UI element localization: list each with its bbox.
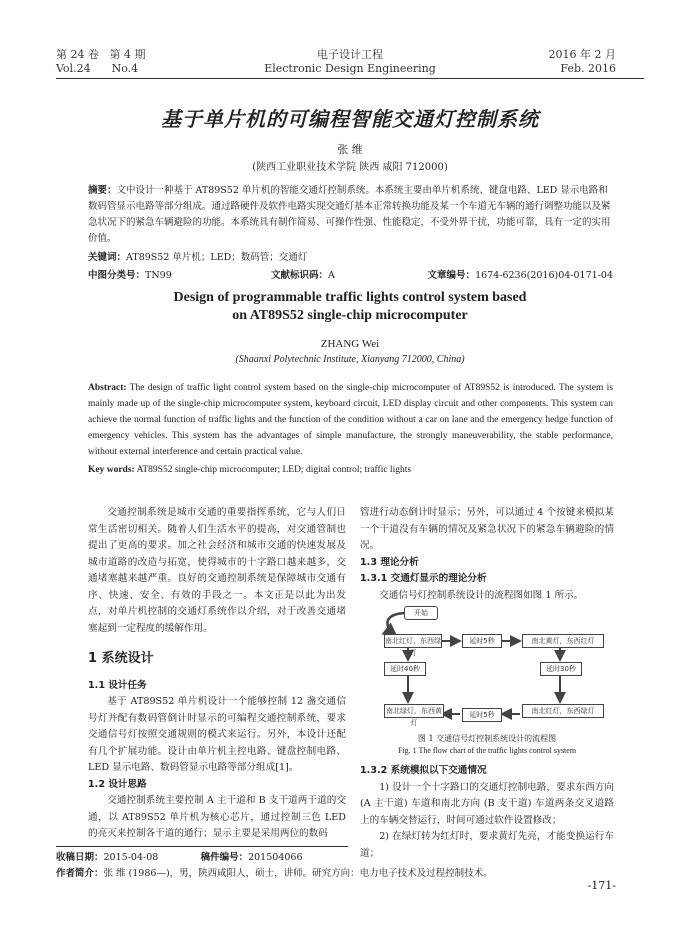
keywords-en-text: AT89S52 single-chip microcomputer; LED; digital control; traffic lights [136, 465, 412, 475]
manuscript-value: 201504066 [248, 852, 303, 863]
section-1-1-paragraph: 基于 AT89S52 单片机设计一个能够控制 12 盏交通信号灯并配有数码管倒计时显示的可编程交通控制系统，要求交通信号灯按照交通规则的模式来运行。另外，本设计还配有几个扩展功能。设计由单片机主控电路、键盘控制电路、LED 显示电路、数码管显示电路等部分组成[1]。 [88, 696, 346, 773]
author-bio [56, 866, 493, 881]
flow-box-delay-5s-top: 延时5秒 [462, 634, 502, 648]
flow-box-delay-40s: 延时40秒 [384, 662, 426, 676]
header-journal-en: Electronic Design Engineering [264, 62, 436, 75]
received-date [56, 850, 303, 865]
intro-paragraph: 交通控制系统是城市交通的重要指挥系统，它与人们日常生活密切相关。随着人们生活水平的提高，对交通管制也提出了更高的要求。加之社会经济和城市交通的快速发展及城市道路的改造与拓宽，使得城市的十字路口越来越多，交通堵塞越来越严重。良好的交通控制系统是保障城市交通有序、快速、安全、有效的手段之一。本文正是以此为出发点，对单片机控制的交通灯系统作以介绍，对于改善交通堵塞起到一定程度的缓解作用。 [88, 507, 346, 634]
author-cn: 张 维 [337, 143, 363, 156]
section-1-3-1-heading: 1.3.1 交通灯显示的理论分析 [360, 573, 487, 584]
section-1-3-2-heading: 1.3.2 系统模拟以下交通情况 [360, 765, 487, 776]
header-rule [56, 78, 644, 79]
abstract-en-label: Abstract: [88, 383, 127, 393]
flow-box-ns-red-ew-green-2: 南北红灯，东西绿灯 [522, 704, 604, 718]
section-1-1-heading: 1.1 设计任务 [88, 679, 147, 691]
abstract-cn-text: 文中设计一种基于 AT89S52 单片机的智能交通灯控制系统。本系统主要由单片机系统、键盘电路、LED 显示电路和数码管显示电路等部分组成。通过路硬件及软件电路实现交通灯基本正常转换功能及某一个车道无车辆的通行调整功能以及紧急状况下的紧急车辆避险的功能。本系统具有制作简易、可操作性强、性能稳定，不受外界干扰，功能可靠，具有一定的实用价值。 [88, 185, 611, 244]
flow-box-delay-5s-bottom: 延时5秒 [462, 708, 502, 722]
classification-line [88, 268, 613, 284]
section-1-heading: 1 系统设计 [88, 651, 154, 666]
section-1-3-2-item-2: 2) 在绿灯转为红灯时，要求黄灯先亮，才能变换运行车道； [360, 831, 614, 859]
page-number: -171- [587, 879, 616, 892]
flow-box-ns-red-ew-green: 南北红灯，东西绿灯 [384, 634, 442, 648]
figure-caption-en: Fig. 1 The flow chart of the traffic lights control system [397, 746, 577, 755]
flow-box-delay-30s: 延时30秒 [540, 662, 582, 676]
received-value: 2015-04-08 [103, 852, 159, 863]
keywords-en-label: Key words: [88, 465, 135, 475]
header-date-cn: 2016 年 2 月 [548, 48, 616, 61]
doc-code-value: A [328, 270, 335, 281]
abstract-cn [88, 183, 613, 247]
figure-caption-cn: 图 1 交通信号灯控制系统设计的流程图 [417, 734, 557, 743]
doc-code-label: 文献标识码： [271, 270, 329, 281]
keywords-cn [88, 250, 613, 266]
received-label: 收稿日期： [56, 852, 104, 863]
paper-title-cn: 基于单片机的可编程智能交通灯控制系统 [161, 107, 539, 131]
affiliation-en: (Shaanxi Polytechnic Institute, Xianyang 712000, China) [235, 354, 465, 365]
flowchart-figure [378, 604, 610, 730]
flow-box-ns-green-ew-yellow: 南北绿灯，东西黄灯 [384, 704, 444, 718]
section-1-3-2-item-1: 1) 设计一个十字路口的交通灯控制电路，要求东西方向 (A 主干道) 车道和南北方向 (B 支干道) 车道两条交叉道路上的车辆交替运行，时间可通过软件设置修改； [360, 781, 614, 826]
bio-label: 作者简介： [56, 868, 104, 879]
right-column-lower [360, 763, 614, 862]
footnote-rule [56, 846, 348, 847]
manuscript-label: 稿件编号： [200, 852, 249, 863]
abstract-cn-label: 摘要： [88, 185, 117, 196]
left-column [88, 505, 346, 843]
keywords-cn-text: AT89S52 单片机；LED；数码管；交通灯 [126, 252, 308, 263]
clc-label: 中图分类号： [88, 270, 146, 281]
section-1-3-1-paragraph: 交通信号灯控制系统设计的流程图如图 1 所示。 [379, 589, 584, 601]
abstract-en-text: The design of traffic light control system based on the single-chip microcomputer of AT89S52 is introduced. The system is mainly made up of the single-chip microcomputer system, keyboard circuit, LED display circuit and other components. This system can achieve the normal function of traffic lights and the function of the condition without a car on lane and the emergency hedge function of emergency vehicles. This system has the advantages of simple manufacture, the strongly maneuverability, the stable performance, without external interference and certain practical value. [88, 383, 613, 457]
article-no-label: 文章编号： [427, 270, 476, 281]
bio-text: 张 维 (1986—)，男，陕西咸阳人，硕士，讲师。研究方向：电力电子技术及过程控制技术。 [103, 868, 493, 879]
keywords-cn-label: 关键词： [88, 252, 127, 263]
header-volume-cn: 第 24 卷 第 4 期 [56, 48, 146, 61]
section-1-3-heading: 1.3 理论分析 [360, 556, 419, 568]
flow-start: 开始 [404, 606, 438, 620]
header-date-en: Feb. 2016 [560, 62, 616, 75]
header-journal-cn: 电子设计工程 [317, 48, 383, 61]
author-en: ZHANG Wei [320, 338, 380, 350]
continued-paragraph: 管进行动态倒计时显示；另外，可以通过 4 个按键来模拟某一个干道没有车辆的情况及紧急状况下的紧急车辆避险的情况。 [360, 507, 614, 551]
article-no-value: 1674-6236(2016)04-0171-04 [475, 270, 613, 281]
abstract-en [88, 380, 613, 460]
header-volume-en: Vol.24 No.4 [56, 62, 139, 75]
paper-title-en-line1: Design of programmable traffic lights control system based [173, 290, 527, 305]
keywords-en [88, 462, 613, 478]
section-1-2-heading: 1.2 设计思路 [88, 778, 147, 790]
clc-value: TN99 [145, 270, 172, 281]
paper-title-en-line2: on AT89S52 single-chip microcomputer [232, 308, 468, 323]
right-column [360, 505, 614, 604]
affiliation-cn: (陕西工业职业技术学院 陕西 咸阳 712000) [252, 162, 448, 173]
section-1-2-paragraph: 交通控制系统主要控制 A 主干道和 B 支干道两干道的交通，以 AT89S52 单片机为核心芯片，通过控制三色 LED 的亮灭来控制各干道的通行；显示主要是采用两位的数码 [88, 795, 346, 839]
flow-box-ns-yellow: 南北黄灯，东西红灯 [522, 634, 604, 648]
